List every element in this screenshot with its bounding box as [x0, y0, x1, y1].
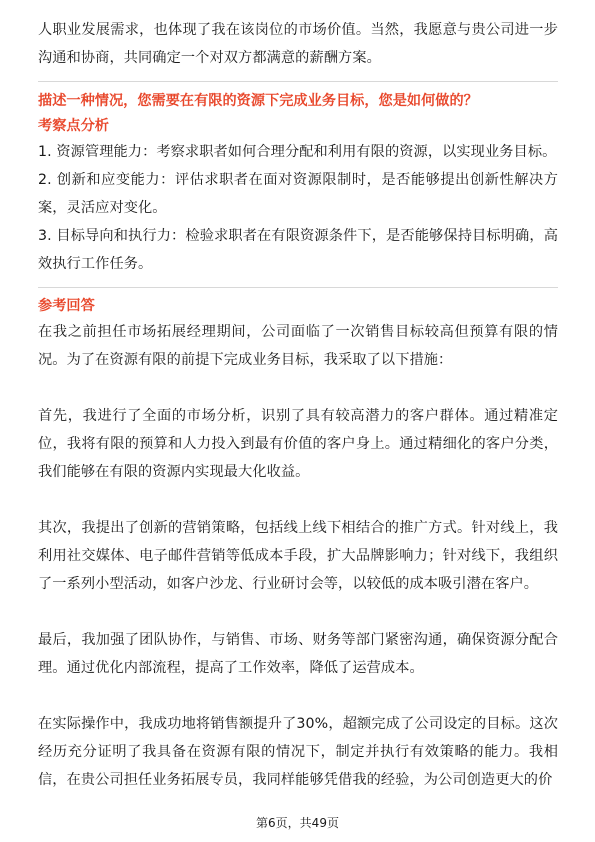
analysis-item-2: 2. 创新和应变能力：评估求职者在面对资源限制时，是否能够提出创新性解决方案，灵活应对变化。 — [38, 172, 558, 216]
answer-title: 参考回答 — [38, 298, 95, 314]
paragraph-gap — [38, 598, 558, 626]
answer-paragraph-2: 首先，我进行了全面的市场分析，识别了具有较高潜力的客户群体。通过精准定位，我将有限的预算和人力投入到最有价值的客户身上。通过精细化的客户分类，我们能够在有限的资源内实现最大化收益。 — [38, 408, 558, 480]
analysis-item-1: 1. 资源管理能力：考察求职者如何合理分配和利用有限的资源，以实现业务目标。 — [38, 144, 557, 160]
analysis-item-3: 3. 目标导向和执行力：检验求职者在有限资源条件下，是否能够保持目标明确，高效执行工作任务。 — [38, 228, 558, 272]
page-number: 第6页，共49页 — [256, 816, 339, 830]
page-content — [38, 16, 558, 794]
section-divider — [38, 81, 558, 82]
answer-paragraph-5: 在实际操作中，我成功地将销售额提升了30%，超额完成了公司设定的目标。这次经历充分证明了我具备在资源有限的情况下，制定并执行有效策略的能力。我相信，在贵公司担任业务拓展专员，我同样能够凭借我的经验，为公司创造更大的价 — [38, 716, 558, 788]
interview-question: 描述一种情况，您需要在有限的资源下完成业务目标，您是如何做的？ — [38, 93, 478, 109]
answer-paragraph-3: 其次，我提出了创新的营销策略，包括线上线下相结合的推广方式。针对线上，我利用社交媒体、电子邮件营销等低成本手段，扩大品牌影响力；针对线下，我组织了一系列小型活动，如客户沙龙、行业研讨会等，以较低的成本吸引潜在客户。 — [38, 520, 558, 592]
answer-paragraph-4: 最后，我加强了团队协作，与销售、市场、财务等部门紧密沟通，确保资源分配合理。通过优化内部流程，提高了工作效率，降低了运营成本。 — [38, 632, 558, 676]
answer-paragraph-1: 在我之前担任市场拓展经理期间，公司面临了一次销售目标较高但预算有限的情况。为了在资源有限的前提下完成业务目标，我采取了以下措施： — [38, 324, 558, 368]
paragraph-gap — [38, 682, 558, 710]
analysis-title: 考察点分析 — [38, 118, 109, 134]
section-divider — [38, 287, 558, 288]
paragraph-gap — [38, 374, 558, 402]
intro-paragraph: 人职业发展需求，也体现了我在该岗位的市场价值。当然，我愿意与贵公司进一步沟通和协商，共同确定一个对双方都满意的薪酬方案。 — [38, 22, 558, 66]
paragraph-gap — [38, 486, 558, 514]
